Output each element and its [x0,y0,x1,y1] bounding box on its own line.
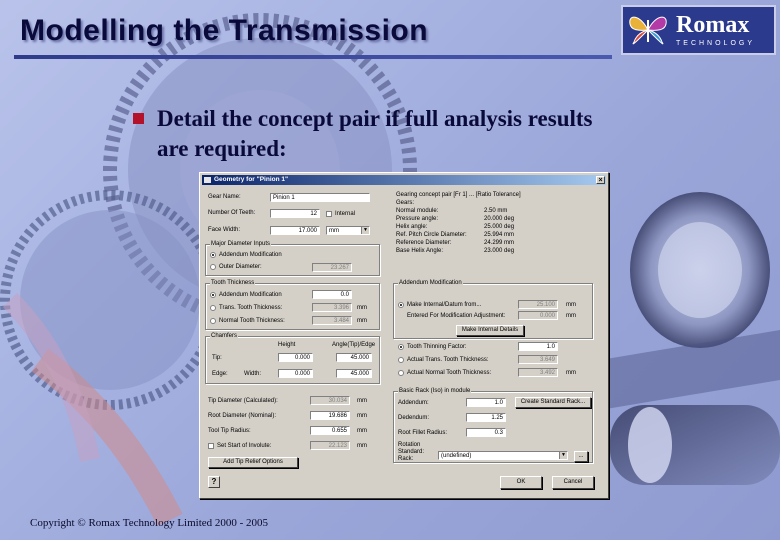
outer-diameter-input[interactable]: 23.267 [312,263,352,272]
edge-width-input[interactable]: 0.000 [278,369,313,378]
face-width-unit-select[interactable] [326,226,370,235]
rack-select-value: (undefined) [441,453,472,459]
ok-button[interactable]: OK [500,476,542,489]
create-standard-rack-button[interactable]: Create Standard Rack... [515,397,591,408]
start-involute-input[interactable]: 22.123 [310,441,350,450]
tooth-thinning-label: Tooth Thinning Factor: [407,344,467,350]
major-diameter-group [205,241,380,276]
gear-name-input[interactable]: Pinion 1 [270,193,370,202]
chamfer-height-header: Height [278,342,296,348]
teeth-label: Number Of Teeth: [208,210,256,216]
addendum-label: Addendum: [398,400,429,406]
rack-browse-button[interactable]: ... [574,451,588,462]
unit-label: mm [357,398,367,404]
info-line: Normal module: [396,208,439,214]
modification-adjust-label: Entered For Modification Adjustment: [407,313,506,319]
dialog-titlebar[interactable] [202,175,606,185]
make-internal-radio[interactable] [398,302,404,308]
logo-name: Romax [676,12,750,38]
bullet-marker [133,113,144,124]
tooth-thinning-input[interactable]: 1.0 [518,342,558,351]
addendum-modification-group-label: Addendum Modification [399,280,462,286]
tool-tip-radius-input[interactable]: 0.655 [310,426,350,435]
normal-tooth-thickness-input[interactable]: 3.484 [312,316,352,325]
root-diameter-input[interactable]: 19.686 [310,411,350,420]
internal-checkbox[interactable] [326,211,332,217]
info-line: Reference Diameter: [396,240,452,246]
major-addendum-radio[interactable] [210,252,216,258]
window-icon [204,177,211,183]
make-internal-label: Make Internal/Datum from... [407,302,482,308]
chevron-down-icon[interactable]: ▼ [559,452,567,459]
tooth-addendum-input[interactable]: 0.0 [312,290,352,299]
rack-select[interactable] [438,451,568,460]
actual-normal-thickness-input[interactable]: 3.492 [518,368,558,377]
actual-trans-thickness-label: Actual Trans. Tooth Thickness: [407,357,489,363]
unit-label: mm [357,428,367,434]
tip-label: Tip: [212,355,222,361]
start-involute-checkbox[interactable] [208,443,214,449]
dedendum-input[interactable]: 1.25 [466,413,506,422]
root-diameter-label: Root Diameter (Nominal): [208,413,277,419]
internal-label: Internal [335,211,356,217]
tooth-unit-label: mm [566,370,576,376]
face-width-input[interactable]: 17.000 [270,226,320,235]
info-value: 25.994 mm [484,232,515,238]
copyright-footer: Copyright © Romax Technology Limited 2000 - 2005 [30,517,269,529]
slide-title: Modelling the Transmission [20,14,429,47]
bullet-text: Detail the concept pair if full analysis results are required: [157,106,593,161]
addendum-input[interactable]: 1.0 [466,398,506,407]
romax-logo [621,5,776,55]
major-addendum-label: Addendum Modification [219,252,282,258]
close-button[interactable]: × [596,176,605,184]
tool-tip-radius-label: Tool Tip Radius: [208,428,251,434]
help-icon[interactable]: ? [208,476,220,488]
unit-label: mm [357,413,367,419]
chamfer-angle-header: Angle(Tip)/Edge [332,342,376,348]
tooth-thinning-radio[interactable] [398,344,404,350]
info-line: Gears: [396,200,415,206]
info-line: Ref. Pitch Circle Diameter: [396,232,467,238]
trans-tooth-thickness-radio[interactable] [210,305,216,311]
add-tip-relief-button[interactable]: Add Tip Relief Options [208,457,298,468]
face-width-unit-value: mm [329,228,339,234]
major-diameter-group-label: Major Diameter Inputs [211,241,271,247]
trans-tooth-thickness-input[interactable]: 3.396 [312,303,352,312]
info-value: 20.000 deg [484,216,515,222]
butterfly-logo-icon [626,8,670,52]
edge-width-label: Width: [244,371,262,377]
cancel-button[interactable]: Cancel [552,476,594,489]
info-line: Helix angle: [396,224,428,230]
trans-tooth-thickness-label: Trans. Tooth Thickness: [219,305,283,311]
face-width-label: Face Width: [208,227,241,233]
root-fillet-radius-label: Root Fillet Radius: [398,430,448,436]
rotation-label: Rotation [398,442,421,448]
title-underline [14,55,612,59]
alt-unit-label: mm [566,302,576,308]
edge-angle-input[interactable]: 45.000 [336,369,372,378]
make-internal-input[interactable]: 25.100 [518,300,558,309]
start-involute-unit: mm [357,443,367,449]
tip-height-input[interactable]: 0.000 [278,353,313,362]
gear-name-label: Gear Name: [208,194,241,200]
tooth-addendum-label: Addendum Modification [219,292,282,298]
actual-normal-thickness-radio[interactable] [398,370,404,376]
chamfers-group-label: Chamfers [211,333,238,339]
basic-rack-group-label: Basic Rack (Iso) in module [399,388,471,394]
info-line: Base Helix Angle: [396,248,444,254]
info-value: 23.000 deg [484,248,515,254]
unit-label: mm [357,305,367,311]
chevron-down-icon[interactable]: ▼ [361,227,369,234]
tooth-thickness-group-label: Tooth Thickness [211,280,255,286]
actual-trans-thickness-radio[interactable] [398,357,404,363]
rack-label: Rack: [398,456,414,462]
major-outer-diameter-label: Outer Diameter: [219,264,262,270]
dialog-title: Geometry for "Pinion 1" [214,176,289,183]
teeth-input[interactable]: 12 [270,209,320,218]
normal-tooth-thickness-label: Normal Tooth Thickness: [219,318,285,324]
geometry-dialog [199,172,609,499]
unit-label: mm [357,318,367,324]
edge-label: Edge: [212,371,228,377]
info-value: 24.299 mm [484,240,515,246]
actual-trans-thickness-input[interactable]: 3.649 [518,355,558,364]
normal-tooth-thickness-radio[interactable] [210,318,216,324]
standard-label: Standard: [398,449,425,455]
tip-angle-input[interactable]: 45.000 [336,353,372,362]
major-outer-diameter-radio[interactable] [210,264,216,270]
make-internal-details-button[interactable]: Make Internal Details [456,325,524,336]
logo-subtitle: TECHNOLOGY [676,40,756,47]
tip-diameter-value: 30.034 [310,396,350,405]
tooth-addendum-radio[interactable] [210,292,216,298]
dedendum-label: Dedendum: [398,415,430,421]
info-line: Gearing concept pair [Fr 1] ... [Ratio Tolerance] [396,192,521,198]
actual-normal-thickness-label: Actual Normal Tooth Thickness: [407,370,492,376]
root-fillet-radius-input[interactable]: 0.3 [466,428,506,437]
info-line: Pressure angle: [396,216,439,222]
alt-unit-label: mm [566,313,576,319]
modification-adjust-input[interactable]: 0.000 [518,311,558,320]
info-value: 25.000 deg [484,224,515,230]
info-value: 2.50 mm [484,208,508,214]
start-involute-label: Set Start of Involute: [217,443,272,449]
tip-diameter-label: Tip Diameter (Calculated): [208,398,278,404]
